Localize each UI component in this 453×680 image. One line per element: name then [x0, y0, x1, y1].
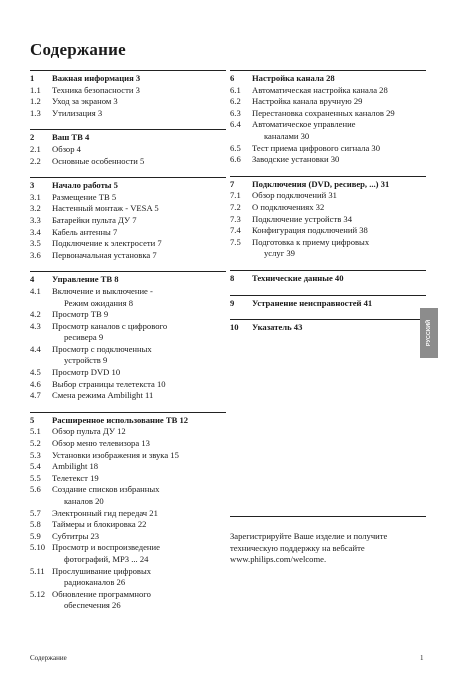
toc-entry-text: [52, 274, 226, 286]
toc-section: [230, 295, 426, 310]
toc-entry-title: Просмотр DVD 10: [52, 367, 121, 378]
toc-entry[interactable]: [30, 426, 226, 438]
toc-entry-number: 4.2: [30, 309, 41, 320]
toc-entry-title: Важная информация 3: [52, 73, 141, 83]
toc-entry-number: 6.5: [230, 142, 241, 153]
toc-entry[interactable]: [30, 227, 226, 239]
toc-entry-text: [52, 108, 226, 120]
toc-entry-number: 5.4: [30, 461, 41, 472]
toc-entry-text: [252, 190, 426, 202]
toc-entry-text: [52, 390, 226, 402]
toc-left-column: [30, 70, 226, 612]
toc-entry[interactable]: [30, 286, 226, 309]
toc-entry-number: 3.6: [30, 249, 41, 260]
toc-section: [30, 177, 226, 261]
toc-entry[interactable]: [30, 96, 226, 108]
toc-entry-title: Размещение ТВ 5: [52, 191, 117, 202]
toc-entry-continuation: радиоканалов 26: [64, 577, 126, 588]
toc-entry-number: 5.3: [30, 449, 41, 460]
toc-entry-text: [52, 344, 226, 367]
toc-entry-title: Указатель 43: [252, 322, 303, 333]
toc-entry-continuation: ресивера 9: [64, 332, 104, 343]
toc-entry-text: [252, 322, 426, 334]
toc-entry[interactable]: [30, 215, 226, 227]
toc-entry-text: [52, 203, 226, 215]
toc-section: [30, 412, 226, 612]
toc-chapter-entry[interactable]: [230, 322, 426, 334]
toc-entry-number: 6.2: [230, 96, 241, 107]
toc-entry[interactable]: [30, 344, 226, 367]
toc-entry-continuation: каналами 30: [264, 130, 310, 141]
toc-entry-title: Выбор страницы телетекста 10: [52, 378, 166, 389]
toc-entry-number: 7.1: [230, 190, 241, 201]
toc-entry[interactable]: [230, 96, 426, 108]
toc-entry-title: Подготовка к приему цифровых: [252, 236, 370, 247]
toc-entry-number: 6.4: [230, 119, 241, 130]
toc-entry-continuation: услуг 39: [264, 248, 295, 259]
toc-entry[interactable]: [30, 450, 226, 462]
toc-chapter-entry[interactable]: [230, 298, 426, 310]
toc-entry-number: 3: [30, 180, 35, 191]
toc-entry-number: 7.3: [230, 213, 241, 224]
toc-chapter-entry[interactable]: [30, 73, 226, 85]
toc-entry-title: Просмотр с подключенных: [52, 343, 152, 354]
toc-entry-number: 10: [230, 322, 239, 333]
toc-entry-title: Технические данные 40: [252, 272, 344, 283]
toc-entry-text: [52, 367, 226, 379]
toc-entry[interactable]: [30, 85, 226, 97]
toc-entry-number: 1.3: [30, 107, 41, 118]
toc-entry-text: [252, 73, 426, 85]
page-title: Содержание: [30, 40, 126, 59]
toc-entry-text: [52, 180, 226, 192]
toc-entry-number: 4: [30, 274, 35, 285]
toc-entry-title: Просмотр ТВ 9: [52, 309, 109, 320]
toc-entry-title: Заводские установки 30: [252, 154, 340, 165]
toc-entry-text: [52, 309, 226, 321]
toc-entry-text: [252, 154, 426, 166]
toc-entry[interactable]: [230, 202, 426, 214]
toc-entry-number: 3.3: [30, 214, 41, 225]
toc-entry[interactable]: [30, 519, 226, 531]
toc-entry[interactable]: [30, 238, 226, 250]
toc-entry-text: [52, 286, 226, 309]
toc-entry[interactable]: [230, 108, 426, 120]
toc-entry-title: Просмотр каналов с цифрового: [52, 320, 168, 331]
toc-chapter-entry[interactable]: [230, 73, 426, 85]
toc-entry-title: Прослушивание цифровых: [52, 565, 152, 576]
toc-entry[interactable]: [30, 379, 226, 391]
toc-section: [230, 319, 426, 334]
toc-entry-title: Включение и выключение -: [52, 285, 153, 296]
page-number: 1: [420, 654, 424, 662]
toc-entry-title: Основные особенности 5: [52, 155, 145, 166]
toc-entry-title: Обзор 4: [52, 143, 81, 154]
toc-entry-text: [52, 85, 226, 97]
toc-entry-title: Первоначальная установка 7: [52, 249, 157, 260]
toc-entry-text: [52, 379, 226, 391]
toc-entry-number: 5.6: [30, 484, 41, 495]
toc-entry-text: [252, 179, 426, 191]
toc-section: [30, 271, 226, 402]
toc-entry[interactable]: [230, 225, 426, 237]
toc-entry-number: 5.11: [30, 565, 45, 576]
toc-entry-title: Настройка канала вручную 29: [252, 96, 363, 107]
toc-entry[interactable]: [230, 119, 426, 142]
toc-entry-title: Подключения (DVD, ресивер, ...) 31: [252, 178, 390, 189]
toc-entry-title: Настенный монтаж - VESA 5: [52, 203, 159, 214]
toc-entry[interactable]: [230, 143, 426, 155]
toc-entry-text: [52, 450, 226, 462]
toc-entry-title: Автоматическая настройка канала 28: [252, 84, 388, 95]
toc-entry-title: Обзор подключений 31: [252, 190, 337, 201]
toc-entry-title: Подключение к электросети 7: [52, 238, 162, 249]
toc-entry-number: 5.9: [30, 530, 41, 541]
toc-entry-text: [52, 566, 226, 589]
toc-entry[interactable]: [30, 156, 226, 168]
toc-entry-number: 4.3: [30, 320, 41, 331]
toc-chapter-entry[interactable]: [230, 273, 426, 285]
toc-entry[interactable]: [30, 531, 226, 543]
toc-entry-text: [52, 426, 226, 438]
toc-entry-text: [52, 156, 226, 168]
toc-entry-number: 1.1: [30, 84, 41, 95]
toc-entry[interactable]: [30, 309, 226, 321]
toc-entry-title: Установки изображения и звука 15: [52, 449, 179, 460]
toc-entry-continuation: устройств 9: [64, 355, 108, 366]
toc-entry-number: 5.8: [30, 519, 41, 530]
toc-entry-text: [52, 589, 226, 612]
toc-entry-number: 1: [30, 73, 35, 83]
toc-entry-continuation: фотографий, MP3 ... 24: [64, 553, 149, 564]
toc-entry[interactable]: [30, 438, 226, 450]
toc-entry-number: 5.7: [30, 507, 41, 518]
toc-entry-number: 4.1: [30, 285, 41, 296]
toc-entry-text: [52, 519, 226, 531]
registration-line-2: техническую поддержку на вебсайте: [230, 542, 365, 553]
toc-entry-number: 6.1: [230, 84, 241, 95]
toc-entry-text: [52, 321, 226, 344]
toc-chapter-entry[interactable]: [30, 274, 226, 286]
toc-entry-title: Ваш ТВ 4: [52, 132, 90, 143]
toc-entry-title: Батарейки пульта ДУ 7: [52, 214, 137, 225]
toc-entry-number: 8: [230, 272, 235, 283]
toc-chapter-entry[interactable]: [30, 180, 226, 192]
toc-entry-number: 3.2: [30, 203, 41, 214]
toc-entry[interactable]: [30, 321, 226, 344]
toc-entry-text: [52, 96, 226, 108]
toc-entry-title: Создание списков избранных: [52, 484, 160, 495]
toc-entry-text: [52, 132, 226, 144]
registration-url[interactable]: www.philips.com/welcome.: [230, 554, 327, 565]
toc-entry[interactable]: [230, 214, 426, 226]
toc-entry-text: [52, 250, 226, 262]
toc-entry-text: [52, 215, 226, 227]
toc-right-column: [230, 70, 426, 334]
toc-entry-number: 6: [230, 73, 235, 83]
toc-chapter-entry[interactable]: [30, 132, 226, 144]
toc-entry-text: [52, 73, 226, 85]
footer-section-name: Содержание: [30, 654, 67, 662]
toc-chapter-entry[interactable]: [230, 179, 426, 191]
toc-entry-text: [252, 108, 426, 120]
toc-entry[interactable]: [30, 461, 226, 473]
toc-entry-text: [52, 531, 226, 543]
toc-entry-title: Смена режима Ambilight 11: [52, 390, 154, 401]
toc-entry-text: [52, 461, 226, 473]
toc-entry-text: [252, 225, 426, 237]
toc-entry[interactable]: [30, 250, 226, 262]
toc-entry-title: Конфигурация подключений 38: [252, 225, 368, 236]
toc-entry[interactable]: [30, 203, 226, 215]
toc-entry-title: Таймеры и блокировка 22: [52, 519, 147, 530]
toc-entry-number: 2: [30, 132, 35, 143]
toc-entry-title: Обзор пульта ДУ 12: [52, 426, 126, 437]
toc-entry-text: [52, 473, 226, 485]
toc-entry-title: Автоматическое управление: [252, 119, 356, 130]
toc-entry-text: [252, 202, 426, 214]
toc-entry-number: 2.2: [30, 155, 41, 166]
toc-entry-title: Перестановка сохраненных каналов 29: [252, 107, 395, 118]
toc-entry-number: 4.4: [30, 343, 41, 354]
toc-entry-title: Ambilight 18: [52, 461, 99, 472]
toc-entry-text: [52, 144, 226, 156]
toc-entry-text: [252, 298, 426, 310]
toc-entry-text: [52, 508, 226, 520]
toc-entry-title: Обновление программного: [52, 588, 151, 599]
toc-entry-number: 3.4: [30, 226, 41, 237]
toc-entry[interactable]: [230, 237, 426, 260]
toc-entry-text: [52, 542, 226, 565]
language-tab: [420, 308, 438, 358]
toc-entry-text: [252, 143, 426, 155]
toc-entry-number: 5.2: [30, 438, 41, 449]
toc-entry-number: 9: [230, 297, 235, 308]
toc-entry-title: Управление ТВ 8: [52, 274, 119, 285]
toc-entry-number: 5.10: [30, 542, 46, 553]
toc-section: [30, 129, 226, 167]
toc-entry-number: 5.5: [30, 472, 41, 483]
toc-section: [30, 70, 226, 119]
toc-entry[interactable]: [30, 589, 226, 612]
toc-entry-number: 6.3: [230, 107, 241, 118]
toc-entry-text: [52, 192, 226, 204]
toc-entry-number: 4.5: [30, 367, 41, 378]
toc-entry-number: 5.1: [30, 426, 41, 437]
toc-entry-title: Просмотр и воспроизведение: [52, 542, 160, 553]
toc-entry-text: [252, 273, 426, 285]
toc-entry-number: 7.2: [230, 201, 241, 212]
toc-entry-number: 6.6: [230, 154, 241, 165]
toc-entry-title: Кабель антенны 7: [52, 226, 118, 237]
toc-entry-continuation: обеспечения 26: [64, 600, 121, 611]
toc-entry-number: 2.1: [30, 143, 41, 154]
toc-entry-number: 4.7: [30, 390, 41, 401]
toc-entry[interactable]: [30, 144, 226, 156]
toc-entry[interactable]: [30, 108, 226, 120]
language-tab-label: РУССКИЙ: [426, 319, 433, 347]
toc-entry[interactable]: [30, 542, 226, 565]
toc-entry-continuation: Режим ожидания 8: [64, 297, 134, 308]
toc-entry[interactable]: [230, 190, 426, 202]
toc-entry-number: 7.4: [230, 225, 241, 236]
toc-section: [230, 270, 426, 285]
toc-entry-title: О подключениях 32: [252, 201, 325, 212]
toc-entry-number: 7.5: [230, 236, 241, 247]
toc-entry[interactable]: [230, 85, 426, 97]
toc-entry-number: 7: [230, 178, 235, 189]
toc-entry-continuation: каналов 20: [64, 496, 104, 506]
registration-line-1: Зарегистрируйте Ваше изделие и получите: [230, 531, 388, 541]
toc-entry-text: [252, 214, 426, 226]
toc-entry-title: Тест приема цифрового сигнала 30: [252, 142, 381, 153]
toc-entry[interactable]: [30, 367, 226, 379]
toc-entry-title: Обзор меню телевизора 13: [52, 438, 150, 449]
toc-entry-text: [52, 415, 226, 427]
toc-entry-title: Расширенное использование ТВ 12: [52, 414, 189, 425]
toc-entry[interactable]: [30, 484, 226, 507]
toc-entry[interactable]: [30, 566, 226, 589]
toc-entry-title: Устранение неисправностей 41: [252, 297, 373, 308]
toc-entry-title: Техника безопасности 3: [52, 84, 140, 95]
toc-entry[interactable]: [30, 192, 226, 204]
toc-entry-text: [252, 96, 426, 108]
toc-entry[interactable]: [30, 473, 226, 485]
toc-entry-text: [252, 237, 426, 260]
toc-entry-text: [52, 238, 226, 250]
toc-entry-title: Субтитры 23: [52, 530, 100, 541]
toc-entry-number: 4.6: [30, 378, 41, 389]
toc-entry-title: Настройка канала 28: [252, 73, 335, 83]
toc-entry-title: Начало работы 5: [52, 180, 118, 191]
toc-entry-number: 3.5: [30, 238, 41, 249]
toc-entry-text: [52, 438, 226, 450]
registration-note: [230, 516, 426, 566]
toc-entry-title: Электронный гид передач 21: [52, 507, 158, 518]
toc-entry-number: 3.1: [30, 191, 41, 202]
toc-chapter-entry[interactable]: [30, 415, 226, 427]
toc-entry-text: [52, 227, 226, 239]
toc-entry[interactable]: [30, 390, 226, 402]
toc-entry-title: Подключение устройств 34: [252, 213, 353, 224]
toc-entry[interactable]: [230, 154, 426, 166]
toc-entry[interactable]: [30, 508, 226, 520]
toc-section: [230, 70, 426, 166]
toc-entry-number: 5.12: [30, 588, 46, 599]
toc-entry-title: Уход за экраном 3: [52, 96, 118, 107]
toc-entry-text: [252, 119, 426, 142]
toc-entry-title: Телетекст 19: [52, 472, 99, 483]
toc-entry-number: 5: [30, 414, 35, 425]
toc-entry-text: [252, 85, 426, 97]
toc-entry-number: 1.2: [30, 96, 41, 107]
toc-entry-text: [52, 484, 226, 507]
toc-section: [230, 176, 426, 260]
toc-entry-title: Утилизация 3: [52, 107, 103, 118]
